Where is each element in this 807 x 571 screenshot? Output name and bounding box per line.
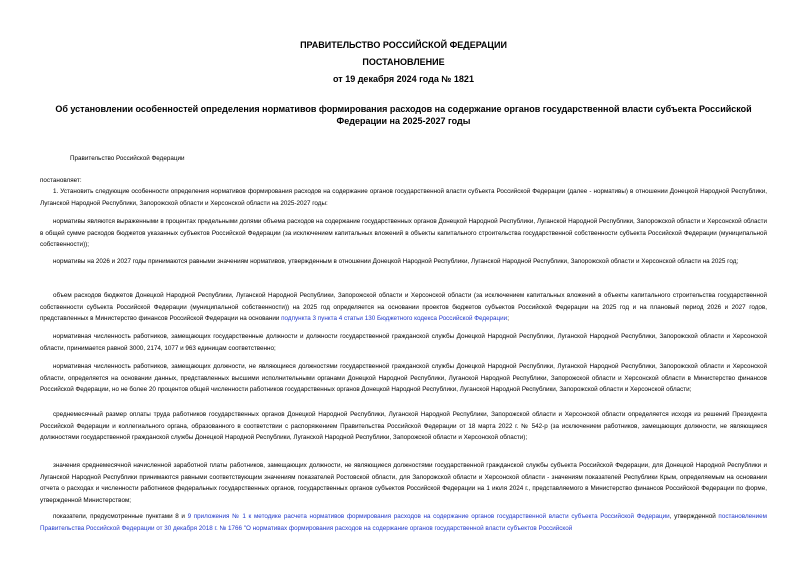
appendix-link[interactable]: 9 приложения № 1 к методике расчета нормативов формирования расходов на содержание органов государственной власти субъекта Российской Федерации (187, 513, 670, 520)
paragraph-5: нормативная численность работников, замещающих государственные должности и должности государственной гражданской службы Донецкой Народной Республики, Луганской Народной Республики, Запорожской области и Херсонской области, принимается равной 3000, 2174, 1077 и 963 единицам соответственно; (40, 333, 767, 352)
paragraph-6: нормативная численность работников, замещающих должности, не являющиеся должностями государственной гражданской службы Донецкой Народной Республики, Луганской Народной Республики, Запорожской области и Херсонской области, определяется на основании данных, представленных высшими исполнительными органами Донецкой Народной Республики, Луганской Народной Республики, Запорожской области и Херсонской области в Министерство финансов Российской Федерации, но не более 20 процентов общей численности работников государственных органов Донецкой Народной Республики, Луганской Народной Республики, Запорожской области и Херсонской области; (40, 363, 767, 394)
paragraph-7: среднемесячный размер оплаты труда работников государственных органов Донецкой Народной Республики, Луганской Народной Республики, Запорожской области и Херсонской области определяется исходя из решений Президента Российской Федерации и коллегиального органа, образованного в соответствии с распоряжением Правительства Российской Федерации от 18 марта 2022 г. № 542-р (за исключением работников, замещающих должности, не являющиеся должностями государственной гражданской службы Донецкой Народной Республики, Луганской Народной Республики, Запорожской области и Херсонской области); (40, 411, 767, 442)
paragraph-9 (40, 511, 767, 534)
paragraph-2: нормативы являются выраженными в процентах предельными долями объема расходов на содержание государственных органов Донецкой Народной Республики, Луганской Народной Республики, Запорожской области и Херсонской области в общей сумме расходов бюджетов указанных субъектов Российской Федерации (за исключением капитальных вложений в объекты капитального строительства государственной собственности субъекта Российской Федерации (муниципальной собственности)); (40, 218, 767, 249)
resolution-link[interactable]: постановлением Правительства Российской Федерации от 30 декабря 2018 г. № 1766 "О нормативах формирования расходов на содержание органов государственной власти субъектов Российской (40, 513, 767, 532)
intro-text: Правительство Российской Федерации (70, 155, 185, 162)
paragraph-4-end: ; (507, 315, 509, 323)
decrees-text: постановляет: (40, 177, 82, 184)
paragraph-4 (40, 290, 767, 325)
budget-code-link[interactable]: подпункта 3 пункта 4 статьи 130 Бюджетного кодекса Российской Федерации (281, 315, 508, 323)
government-heading: ПРАВИТЕЛЬСТВО РОССИЙСКОЙ ФЕДЕРАЦИИ (300, 40, 507, 50)
paragraph-9-text-b: , утвержденной (669, 513, 719, 520)
paragraph-8: значения среднемесячной начисленной заработной платы работников, замещающих должности, не являющиеся должностями государственной гражданской службы субъекта Российской Федерации, для Донецкой Народной Республики и Луганской Народной Республики принимаются равными соответствующим значениям показателей Ростовской области, для Запорожской области и Херсонской области - значениям показателей Республики Крым, определяемым на основании отчета о расходах и численности работников федеральных государственных органов, государственных органов субъектов Российской Федерации на 1 июля 2024 г., представляемого в Министерство финансов Российской Федерации по форме, утвержденной Министерством; (40, 462, 767, 504)
document-type: ПОСТАНОВЛЕНИЕ (362, 57, 445, 67)
paragraph-1: 1. Установить следующие особенности определения нормативов формирования расходов на содержание органов государственной власти субъекта Российской Федерации (далее - нормативы) в отношении Донецкой Народной Республики, Луганской Народной Республики, Запорожской области и Херсонской области на 2025-2027 годы: (40, 188, 767, 207)
paragraph-9-text-a: показатели, предусмотренные пунктами 8 и (53, 513, 188, 520)
paragraph-3: нормативы на 2026 и 2027 годы принимаются равными значениям нормативов, утвержденным в отношении Донецкой Народной Республики, Луганской Народной Республики, Запорожской области и Херсонской области на 2025 год; (53, 258, 739, 265)
date-number: от 19 декабря 2024 года № 1821 (333, 74, 474, 84)
paragraph-4-text: объем расходов бюджетов Донецкой Народной Республики, Луганской Народной Республики, Запорожской области и Херсонской области (за исключением капитальных вложений в объекты капитального строительства государственной собственности субъекта Российской Федерации (муниципальной собственности)) на 2025 год определяется на основании проектов бюджетов субъектов Российской Федерации на 2025 год и на плановый период 2026 и 2027 годов, представленных в Министерство финансов Российской Федерации на основании (40, 292, 767, 323)
document-title: Об установлении особенностей определения нормативов формирования расходов на содержание органов государственной власти субъекта Российской Федерации на 2025-2027 годы (55, 104, 752, 126)
